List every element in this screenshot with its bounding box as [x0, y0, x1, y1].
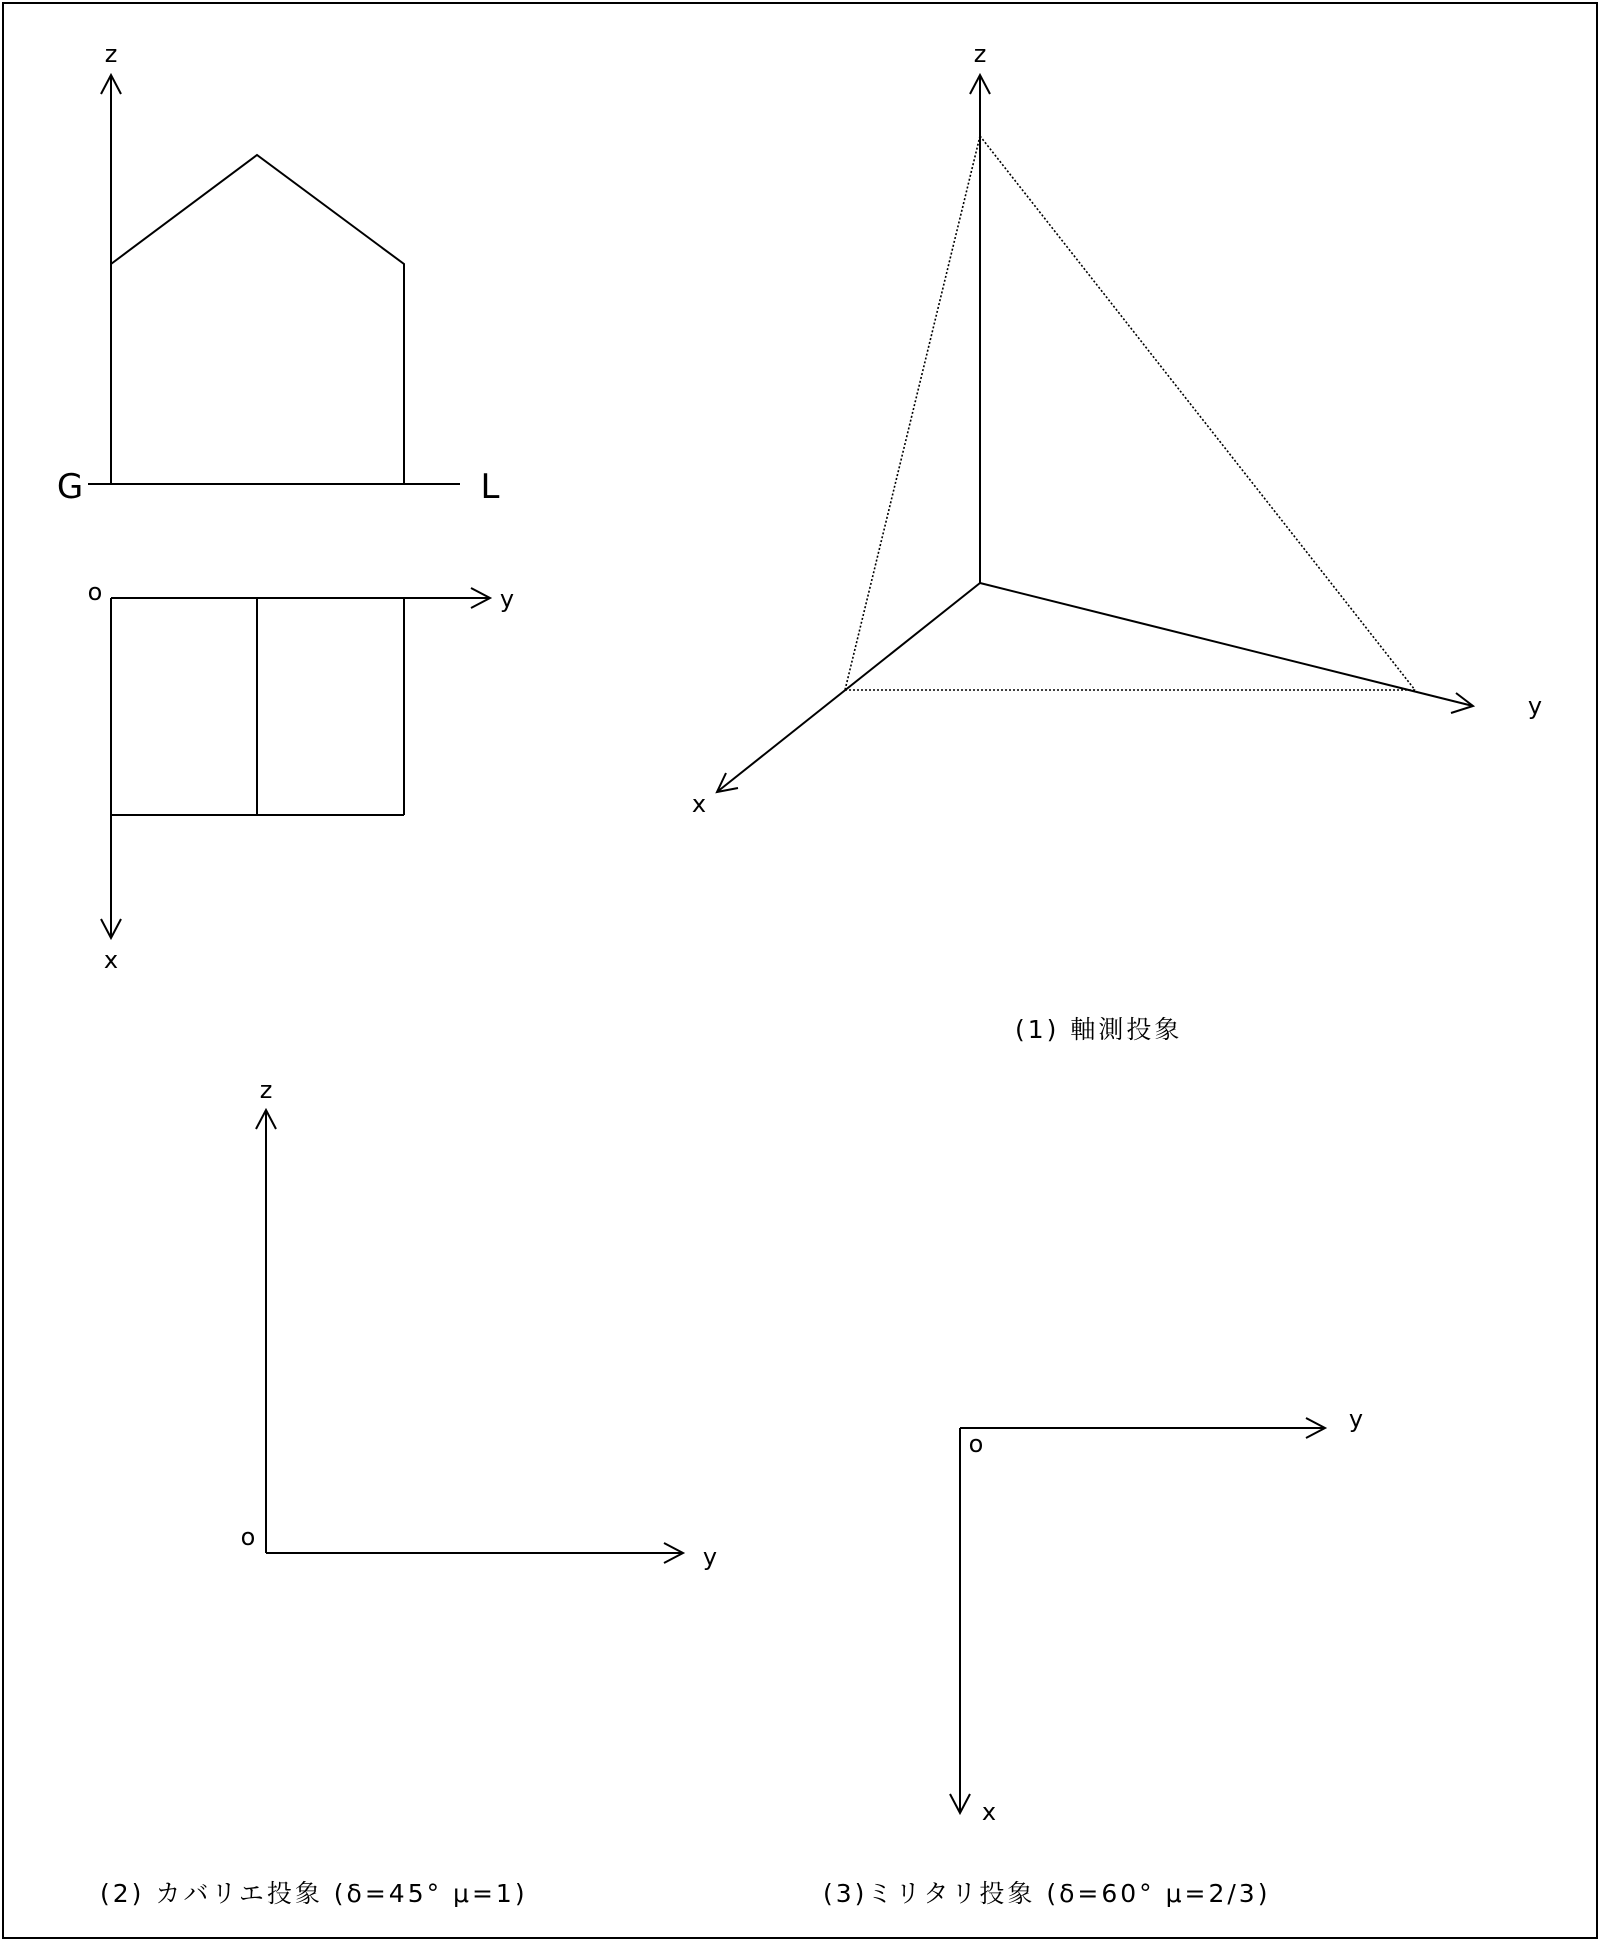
- axo-z-label: z: [973, 40, 987, 68]
- cav-z-label: z: [259, 1076, 273, 1104]
- cavalier-projection: [100, 1076, 717, 1908]
- axonometric-projection: [692, 40, 1542, 1044]
- axo-x-label: x: [691, 790, 707, 818]
- military-projection: [823, 1405, 1363, 1908]
- caption-cavalier: (2) カバリエ投象 (δ=45° μ=1): [100, 1879, 528, 1908]
- front-elevation-house: [111, 155, 404, 484]
- caption-axonometric: (1) 軸測投象: [1015, 1015, 1183, 1044]
- ortho-x-label: x: [103, 946, 119, 974]
- ground-label-l: L: [480, 467, 500, 507]
- caption-military: (3)ミリタリ投象 (δ=60° μ=2/3): [823, 1879, 1271, 1908]
- ortho-z-label: z: [104, 40, 118, 68]
- mil-x-label: x: [981, 1798, 997, 1826]
- mil-origin-label: o: [968, 1430, 984, 1458]
- mil-y-label: y: [1348, 1405, 1364, 1433]
- cav-origin-label: o: [240, 1523, 256, 1551]
- axo-x-axis: [717, 583, 980, 792]
- axo-y-label: y: [1527, 692, 1543, 720]
- axo-y-axis: [980, 583, 1473, 706]
- trace-line-zx: [845, 136, 980, 690]
- orthographic-views: [57, 40, 514, 974]
- cav-y-label: y: [702, 1543, 718, 1571]
- outer-frame: [3, 3, 1597, 1938]
- ground-label-g: G: [56, 467, 84, 507]
- ortho-y-label: y: [499, 585, 515, 613]
- trace-line-zy: [980, 136, 1415, 690]
- ortho-origin-label: o: [87, 578, 103, 606]
